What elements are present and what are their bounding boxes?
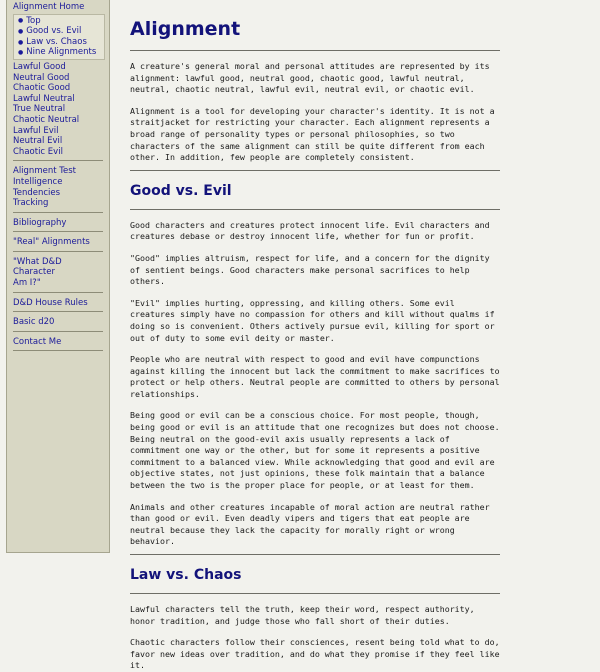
body-paragraph: Good characters and creatures protect innocent life. Evil characters and creatures debase or destroy innocent life, whether for fun or profit. (130, 219, 490, 242)
nav-lawful-good[interactable]: Lawful Good (13, 61, 66, 72)
toc-item-good-vs-evil[interactable] (18, 26, 104, 37)
body-paragraph: Chaotic characters follow their consciences, resent being told what to do, favor new ideas over tradition, and do what they promise if they feel like it. (130, 637, 500, 671)
nav-group-alignments (13, 62, 103, 157)
horizontal-rule (130, 170, 500, 171)
nav-true-neutral[interactable]: True Neutral (13, 104, 66, 115)
nav-lawful-neutral[interactable]: Lawful Neutral (13, 93, 75, 104)
nav-bibliography[interactable]: Bibliography (13, 217, 67, 228)
body-paragraph: People who are neutral with respect to good and evil have compunctions against killing the innocent but lack the commitment to make sacrifices to protect or help others. Neutral people are committed to others by personal relationships. (130, 354, 500, 399)
bullet-icon: ● (18, 27, 24, 35)
nav-lawful-evil[interactable]: Lawful Evil (13, 125, 59, 136)
nav-alignment-home[interactable]: Alignment Home (13, 2, 85, 12)
nav-chaotic-evil[interactable]: Chaotic Evil (13, 146, 63, 157)
nav-what-character-line1[interactable]: "What D&D Character (13, 256, 62, 278)
sidebar-nav (6, 0, 110, 553)
body-paragraph: "Evil" implies hurting, oppressing, and killing others. Some evil creatures simply have no compassion for others and kill without qualms if doing so is convenient. Others actively pursue evil, killing for sport or out of duty to some evil deity or master. (130, 297, 495, 343)
nav-chaotic-good[interactable]: Chaotic Good (13, 83, 71, 94)
horizontal-rule (130, 209, 500, 210)
nav-neutral-evil[interactable]: Neutral Evil (13, 136, 63, 147)
nav-divider (13, 212, 103, 213)
nav-divider (13, 311, 103, 312)
horizontal-rule (130, 50, 500, 51)
toc-link[interactable]: Law vs. Chaos (26, 36, 87, 47)
nav-contact[interactable]: Contact Me (13, 336, 62, 347)
body-paragraph: Lawful characters tell the truth, keep their word, respect authority, honor tradition, and judge those who fall short of their duties. (130, 604, 475, 626)
toc-link[interactable]: Nine Alignments (26, 47, 97, 58)
page-title: Alignment (130, 18, 241, 40)
page-toc (13, 14, 105, 60)
nav-group-tests (13, 166, 103, 208)
horizontal-rule (130, 593, 500, 594)
intro-paragraph: A creature's general moral and personal attitudes are represented by its alignment: lawful good, neutral good, chaotic good, lawful neutral, neutral, chaotic neutral, lawful evil, neutral evil, or chaotic evil. (130, 61, 490, 95)
body-paragraph: Animals and other creatures incapable of moral action are neutral rather than good or evil. Even deadly vipers and tigers that eat people are neutral because they lack the capacity for morally right or wrong behavior. (130, 501, 490, 547)
body-paragraph: Being good or evil can be a conscious choice. For most people, though, being good or evil is an attitude that one recognizes but does not choose. Being neutral on the good-evil axis usually represents a lack of commitment one way or the other, but for some it represents a positive commitment to a balanced view. While acknowledging that good and evil are objective states, not just opinions, these folk maintain that a balance between the two is the proper place for people, or at least for them. (130, 410, 500, 491)
bullet-icon: ● (18, 38, 24, 46)
nav-divider (13, 350, 103, 351)
nav-divider (13, 231, 103, 232)
toc-link[interactable]: Top (26, 15, 41, 26)
nav-intelligence[interactable]: Intelligence (13, 176, 63, 187)
nav-divider (13, 160, 103, 161)
bullet-icon: ● (18, 49, 24, 57)
nav-divider (13, 292, 103, 293)
section-heading-law-vs-chaos: Law vs. Chaos (130, 567, 242, 583)
nav-tendencies[interactable]: Tendencies (13, 187, 61, 198)
toc-link[interactable]: Good vs. Evil (26, 26, 82, 37)
nav-divider (13, 251, 103, 252)
nav-tracking[interactable]: Tracking (13, 198, 49, 209)
toc-item-nine-alignments[interactable] (18, 47, 104, 58)
nav-what-character-line2[interactable]: Am I?" (13, 278, 41, 289)
bullet-icon: ● (18, 17, 24, 25)
main-content (130, 0, 500, 672)
nav-real-alignments[interactable]: "Real" Alignments (13, 237, 90, 248)
toc-item-law-vs-chaos[interactable] (18, 37, 104, 48)
nav-chaotic-neutral[interactable]: Chaotic Neutral (13, 114, 80, 125)
nav-basic-d20[interactable]: Basic d20 (13, 317, 55, 328)
body-paragraph: "Good" implies altruism, respect for life, and a concern for the dignity of sentient beings. Good characters make personal sacrifices to help others. (130, 252, 490, 287)
nav-alignment-test[interactable]: Alignment Test (13, 166, 76, 177)
nav-what-character[interactable] (13, 257, 103, 289)
section-heading-good-vs-evil: Good vs. Evil (130, 182, 232, 199)
nav-divider (13, 331, 103, 332)
nav-house-rules[interactable]: D&D House Rules (13, 297, 88, 308)
nav-neutral-good[interactable]: Neutral Good (13, 72, 70, 83)
horizontal-rule (130, 554, 500, 555)
intro-paragraph: Alignment is a tool for developing your character's identity. It is not a straitjacket for restricting your character. Each alignment represents a broad range of personality types or personal philosophies, so two characters of the same alignment can still be quite different from each other. In addition, few people are completely consistent. (130, 105, 495, 163)
toc-item-top[interactable] (18, 16, 104, 27)
